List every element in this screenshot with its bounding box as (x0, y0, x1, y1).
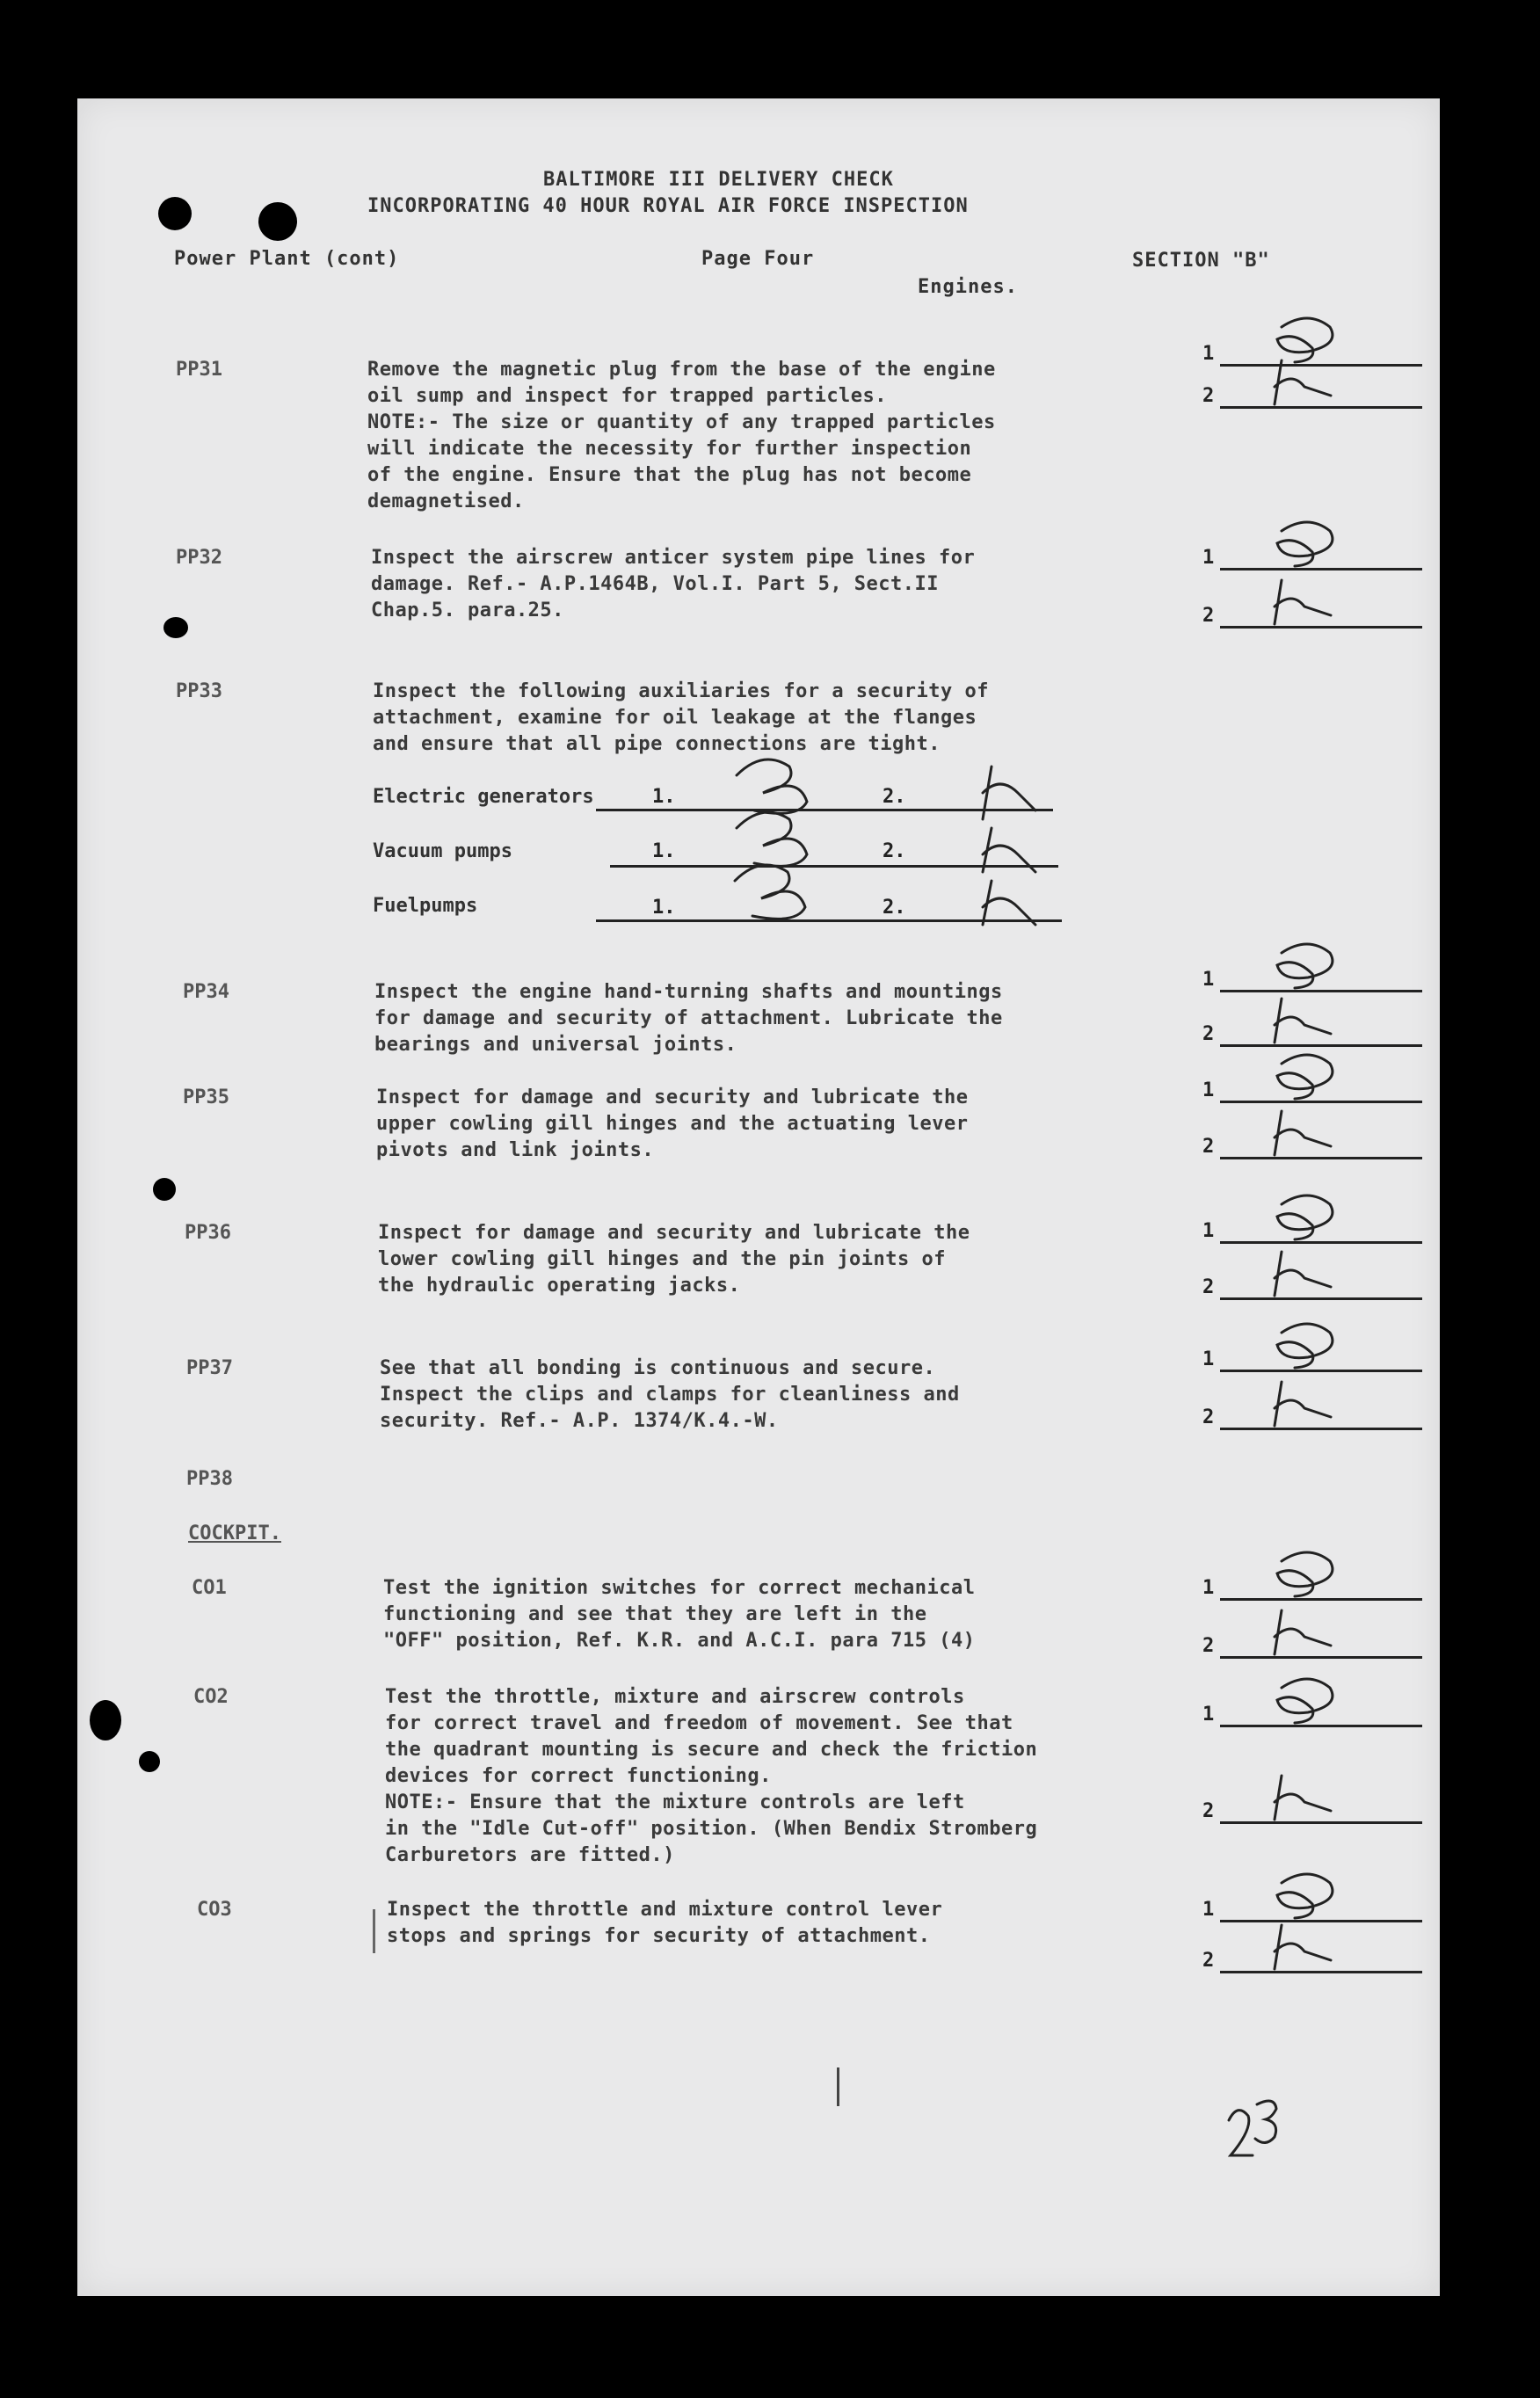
stray-mark (373, 1909, 375, 1953)
signature-number: 1 (1202, 1220, 1215, 1242)
handwritten-initials (1255, 1315, 1352, 1377)
handwritten-initials (1255, 513, 1352, 575)
punch-hole (258, 202, 297, 241)
handwritten-initials (1255, 1187, 1352, 1248)
aux-number: 1. (652, 897, 676, 919)
document-sheet (77, 98, 1440, 2296)
item-code: PP31 (176, 359, 222, 381)
aux-row: Electric generators (373, 786, 594, 808)
handwritten-initials (1255, 1670, 1352, 1732)
item-code: PP32 (176, 547, 222, 569)
subheading: Engines. (918, 276, 1018, 298)
signature-number: 2 (1202, 1136, 1215, 1158)
item-code: CO3 (197, 1899, 232, 1921)
page-label: Page Four (701, 248, 815, 270)
aux-number: 2. (883, 897, 906, 919)
signature-number: 1 (1202, 1348, 1215, 1370)
signature-number: 1 (1202, 343, 1215, 365)
signature-number: 2 (1202, 1276, 1215, 1298)
signature-number: 1 (1202, 547, 1215, 569)
signature-number: 2 (1202, 1635, 1215, 1657)
item-code: PP37 (186, 1357, 233, 1379)
signature-number: 1 (1202, 1899, 1215, 1921)
item-code: PP36 (185, 1222, 231, 1244)
handwritten-initials (1255, 1373, 1352, 1435)
handwritten-initials (1255, 571, 1352, 633)
item-code: CO2 (193, 1686, 229, 1708)
signature-number: 2 (1202, 605, 1215, 627)
handwritten-initials (1255, 352, 1352, 413)
handwritten-initials (1255, 1102, 1352, 1164)
handwritten-initials (1255, 1916, 1352, 1978)
document-title: BALTIMORE III DELIVERY CHECK (543, 169, 894, 191)
signature-number: 1 (1202, 969, 1215, 991)
item-text: Test the throttle, mixture and airscrew controls for correct travel and freedom of movement. See that the quadrant mounting is secure and check the friction devices for correct functioning. NOTE:- Ensure that the mixture controls are left in the "Idle Cut-off" position. (When Bendix Stromberg Carburetors are fitted.) (385, 1686, 1038, 1866)
section-name: Power Plant (cont) (174, 248, 400, 270)
signature-number: 2 (1202, 1950, 1215, 1972)
signature-number: 2 (1202, 1800, 1215, 1822)
signature-number: 1 (1202, 1079, 1215, 1101)
item-text: Remove the magnetic plug from the base of the engine oil sump and inspect for trapped particles. NOTE:- The size or quantity of any trapped particles will indicate the necessity for further inspection of the engine. Ensure that the plug has not become demagnetised. (367, 359, 996, 512)
item-text: Test the ignition switches for correct mechanical functioning and see that they are left in the "OFF" position, Ref. K.R. and A.C.I. para 715 (4) (383, 1577, 976, 1652)
handwritten-initials (1255, 1243, 1352, 1304)
section-label: SECTION "B" (1132, 250, 1270, 272)
punch-hole (153, 1178, 176, 1201)
signature-number: 2 (1202, 1023, 1215, 1045)
signature-number: 1 (1202, 1704, 1215, 1726)
punch-hole (163, 617, 188, 638)
item-code: PP35 (183, 1086, 229, 1108)
signature-number: 2 (1202, 1406, 1215, 1428)
item-code: PP38 (186, 1468, 233, 1490)
item-text: Inspect for damage and security and lubricate the lower cowling gill hinges and the pin joints of the hydraulic operating jacks. (378, 1222, 970, 1297)
handwritten-initials (719, 749, 1088, 951)
item-text: Inspect the following auxiliaries for a security of attachment, examine for oil leakage at the flanges and ensure that all pipe connections are tight. (373, 680, 990, 755)
item-text: Inspect the throttle and mixture control lever stops and springs for security of attachment. (387, 1899, 943, 1947)
signature-number: 2 (1202, 385, 1215, 407)
aux-number: 1. (652, 840, 676, 862)
aux-number: 1. (652, 786, 676, 808)
item-text: See that all bonding is continuous and secure. Inspect the clips and clamps for cleanliness and security. Ref.- A.P. 1374/K.4.-W. (380, 1357, 960, 1432)
item-text: Inspect for damage and security and lubricate the upper cowling gill hinges and the actuating lever pivots and link joints. (376, 1086, 969, 1161)
item-code: CO1 (192, 1577, 227, 1599)
punch-hole (158, 197, 192, 230)
handwritten-initials (1255, 990, 1352, 1051)
item-text: Inspect the engine hand-turning shafts and mountings for damage and security of attachment. Lubricate the bearings and universal joints. (374, 981, 1003, 1056)
handwritten-initials (1255, 1767, 1352, 1828)
aux-row: Vacuum pumps (373, 840, 512, 862)
signature-number: 1 (1202, 1577, 1215, 1599)
handwritten-initials (1255, 1544, 1352, 1605)
document-subtitle: INCORPORATING 40 HOUR ROYAL AIR FORCE INSPECTION (367, 195, 969, 217)
item-code: PP33 (176, 680, 222, 702)
handwritten-initials (1255, 935, 1352, 997)
handwritten-page-number (1220, 2094, 1290, 2173)
punch-hole (90, 1700, 121, 1740)
item-code: PP34 (183, 981, 229, 1003)
handwritten-initials (1255, 1046, 1352, 1108)
aux-number: 2. (883, 840, 906, 862)
cockpit-heading: COCKPIT. (188, 1522, 281, 1544)
aux-number: 2. (883, 786, 906, 808)
handwritten-initials (1255, 1602, 1352, 1663)
punch-hole (139, 1751, 160, 1772)
aux-row: Fuelpumps (373, 895, 478, 917)
item-text: Inspect the airscrew anticer system pipe lines for damage. Ref.- A.P.1464B, Vol.I. Part 5, Sect.II Chap.5. para.25. (371, 547, 976, 621)
stray-mark (837, 2067, 839, 2106)
page-number (1220, 2164, 1221, 2165)
